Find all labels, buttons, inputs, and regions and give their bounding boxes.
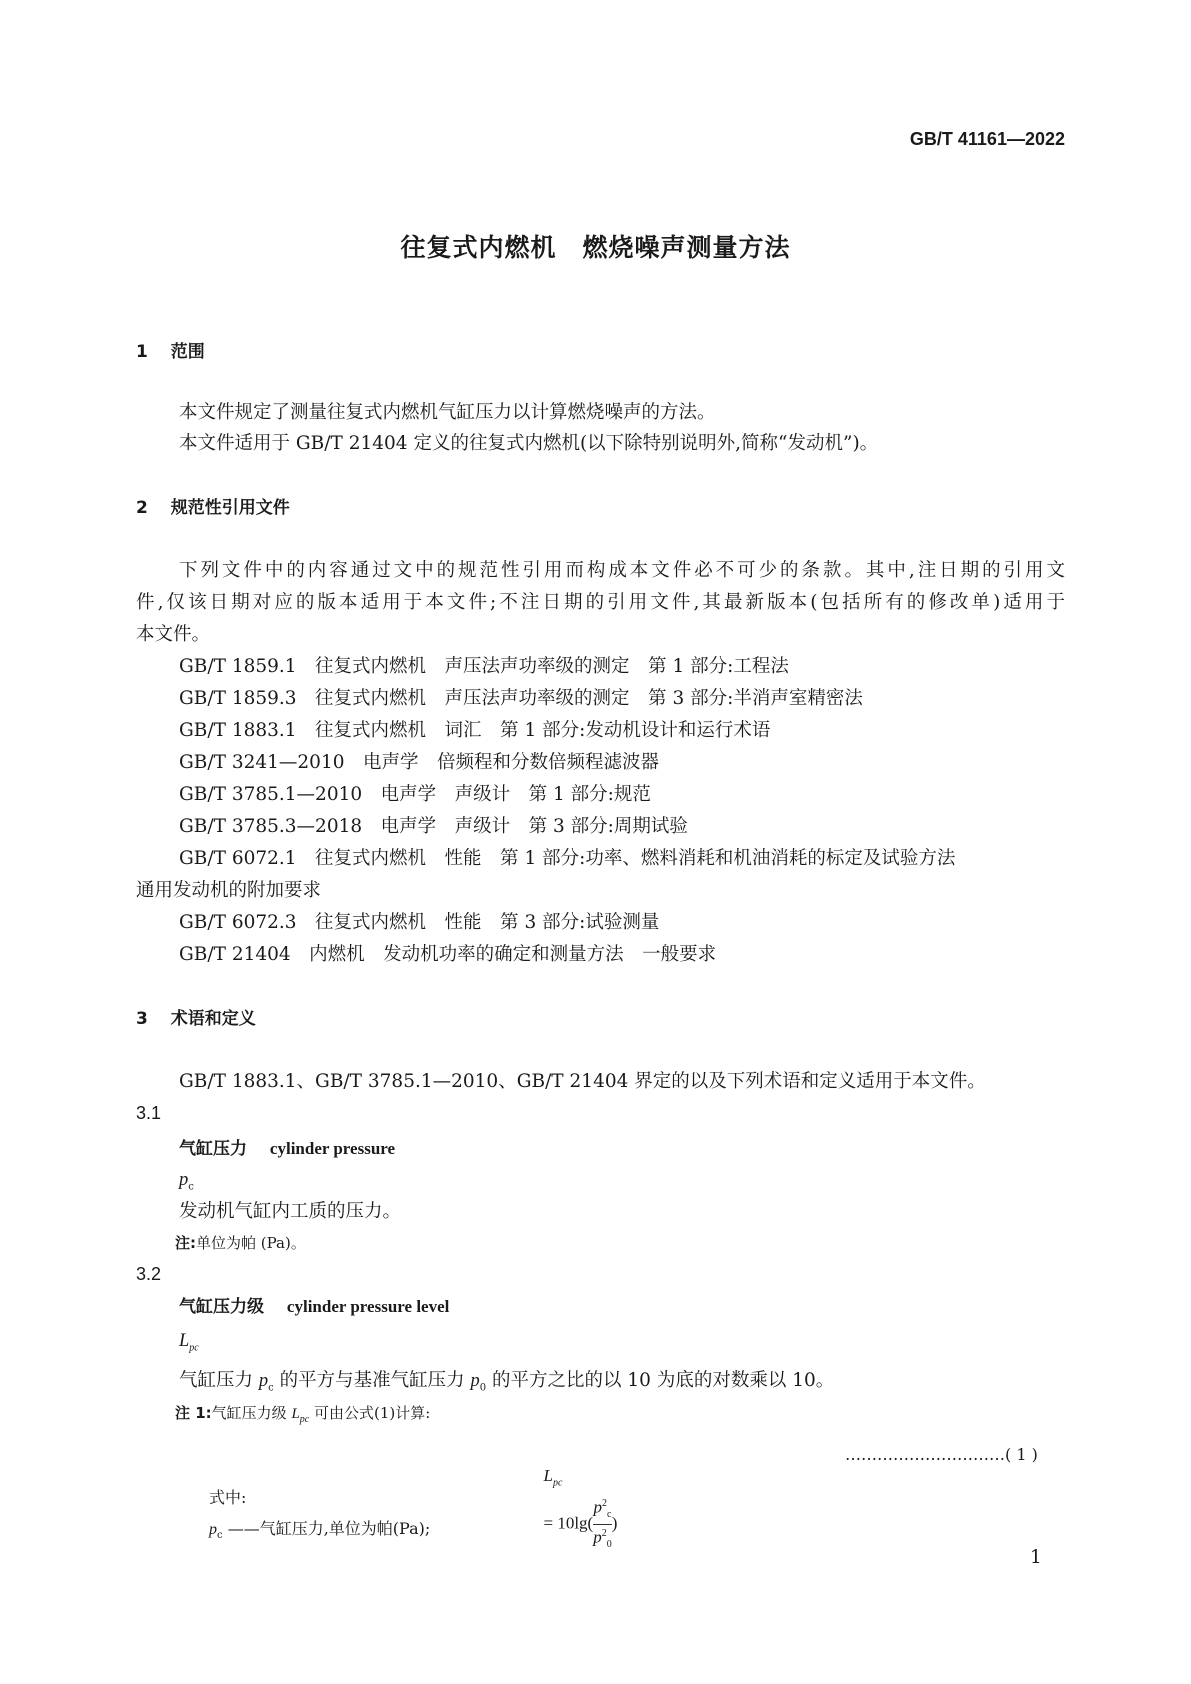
reference-item: GB/T 1883.1 往复式内燃机 词汇 第 1 部分:发动机设计和运行术语 — [179, 720, 771, 741]
section-3-heading: 3 术语和定义 — [136, 1009, 256, 1029]
term-heading: 气缸压力级 cylinder pressure level — [179, 1297, 450, 1317]
paragraph: GB/T 1883.1、GB/T 3785.1—2010、GB/T 21404 界定的以及下列术语和定义适用于本文件。 — [179, 1071, 986, 1092]
term-symbol: $L_{pc}$ — [179, 1331, 199, 1354]
page-title: 往复式内燃机 燃烧噪声测量方法 — [400, 233, 791, 262]
paragraph-line: 下列文件中的内容通过文中的规范性引用而构成本文件必不可少的条款。其中,注日期的引用文 — [179, 560, 1065, 581]
term-symbol: $p_c$ — [179, 1170, 194, 1193]
standard-number: GB/T 41161—2022 — [909, 129, 1065, 149]
term-definition: 气缸压力 $p_c$ 的平方与基准气缸压力 $p_0$ 的平方之比的以 10 为底的对数乘以 10。 — [179, 1370, 835, 1394]
reference-item-continuation: 通用发动机的附加要求 — [136, 880, 322, 901]
term-heading: 气缸压力 cylinder pressure — [179, 1139, 396, 1159]
where-item: $p_c$ ——气缸压力,单位为帕(Pa); — [209, 1519, 431, 1542]
term-definition: 发动机气缸内工质的压力。 — [179, 1201, 402, 1222]
where-label: 式中: — [209, 1488, 247, 1507]
term-note: 注:单位为帕 (Pa)。 — [175, 1234, 306, 1252]
term-number: 3.1 — [136, 1103, 162, 1123]
page-number: 1 — [1030, 1547, 1042, 1568]
reference-item: GB/T 3785.1—2010 电声学 声级计 第 1 部分:规范 — [179, 784, 651, 805]
reference-item: GB/T 6072.3 往复式内燃机 性能 第 3 部分:试验测量 — [179, 912, 660, 933]
reference-item: GB/T 6072.1 往复式内燃机 性能 第 1 部分:功率、燃料消耗和机油消耗的标定及试验方法 — [179, 848, 956, 869]
reference-item: GB/T 3785.3—2018 电声学 声级计 第 3 部分:周期试验 — [179, 816, 688, 837]
reference-item: GB/T 3241—2010 电声学 倍频程和分数倍频程滤波器 — [179, 752, 659, 773]
reference-item: GB/T 1859.1 往复式内燃机 声压法声功率级的测定 第 1 部分:工程法 — [179, 656, 789, 677]
formula-number: …………………………( 1 ) — [845, 1445, 1038, 1464]
paragraph: 本文件规定了测量往复式内燃机气缸压力以计算燃烧噪声的方法。 — [179, 402, 716, 423]
paragraph-line: 本文件。 — [136, 624, 211, 645]
section-2-heading: 2 规范性引用文件 — [136, 498, 290, 518]
section-1-heading: 1 范围 — [136, 342, 205, 362]
paragraph-line: 件,仅该日期对应的版本适用于本文件;不注日期的引用文件,其最新版本(包括所有的修改单)适用于 — [136, 592, 1065, 613]
paragraph: 本文件适用于 GB/T 21404 定义的往复式内燃机(以下除特别说明外,简称“发动机”)。 — [179, 433, 879, 454]
term-note: 注 1:气缸压力级 $L_{pc}$ 可由公式(1)计算: — [175, 1404, 431, 1425]
reference-item: GB/T 21404 内燃机 发动机功率的确定和测量方法 一般要求 — [179, 944, 717, 965]
term-number: 3.2 — [136, 1264, 162, 1284]
reference-item: GB/T 1859.3 往复式内燃机 声压法声功率级的测定 第 3 部分:半消声室精密法 — [179, 688, 863, 709]
formula-1: $L_{pc}$ = 10lg( $\frac{p^2_c}{p^2_0}$ ) — [543, 1466, 618, 1551]
